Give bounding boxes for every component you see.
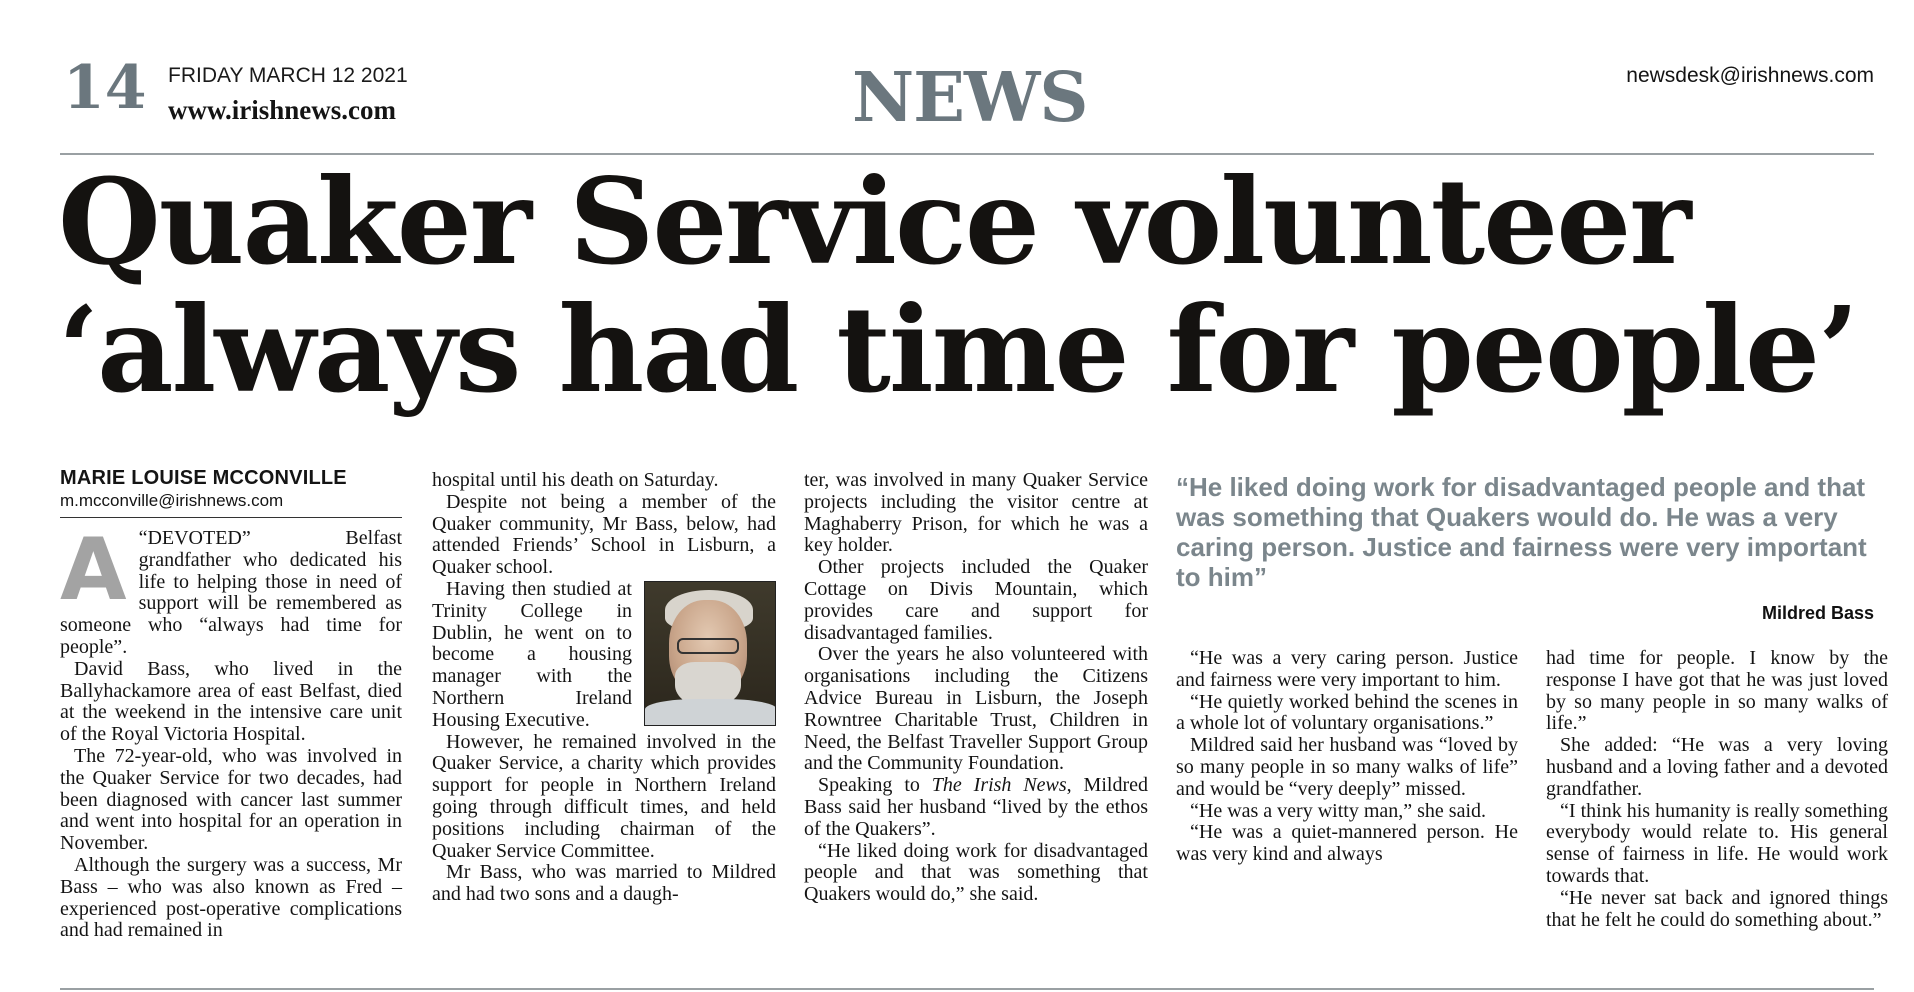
- pull-quote-attribution: Mildred Bass: [1761, 603, 1874, 623]
- paragraph: “He quietly worked behind the scenes in a whole lot of voluntary organisations.”: [1176, 690, 1518, 735]
- paragraph: had time for people. I know by the response I have got that he was just loved by so many people in so many walks of life.”: [1546, 647, 1888, 735]
- paragraph: Having then studied at Trinity College in Dublin, he went on to become a housing manager with the Northern Ireland Housing Executive.: [432, 577, 632, 731]
- paragraph: Over the years he also volunteered with organisations including the Citizens Advice Bureau in Lisburn, the Joseph Rowntree Charitable Trust, Children in Need, the Belfast Traveller Support Group and the Community Foundation.: [804, 643, 1148, 775]
- paragraph: Mr Bass, who was married to Mildred and had two sons and a daugh-: [432, 861, 776, 906]
- paragraph: hospital until his death on Saturday.: [432, 469, 719, 491]
- paragraph: Speaking to The Irish News, Mildred Bass said her husband “lived by the ethos of the Quakers”.: [804, 774, 1148, 840]
- paragraph: Although the surgery was a success, Mr Bass – who was also known as Fred – experienced post-operative complications and had remained in: [60, 853, 402, 942]
- article-column-1: [60, 520, 402, 942]
- paragraph: “He was a very caring person. Justice and fairness were very important to him.: [1176, 647, 1518, 691]
- paragraph: “He liked doing work for disadvantaged people and that was something that Quakers would do,” she said.: [804, 839, 1148, 906]
- newspaper-name: The Irish News: [931, 774, 1067, 797]
- headline: [58, 152, 1888, 419]
- byline: [60, 467, 402, 518]
- portrait-photo: [644, 581, 776, 726]
- paragraph: Mildred said her husband was “loved by so many people in so many walks of life” and would be “very deeply” missed.: [1176, 734, 1518, 800]
- newsdesk-email[interactable]: newsdesk@irishnews.com: [1626, 64, 1874, 87]
- paragraph: “He was a very witty man,” she said.: [1190, 799, 1487, 822]
- article-column-2: [432, 470, 776, 906]
- paragraph: “He never sat back and ignored things that he felt he could do something about.”: [1546, 886, 1888, 931]
- paragraph: Other projects included the Quaker Cottage on Divis Mountain, which provides care and support for disadvantaged families.: [804, 556, 1148, 644]
- paragraph: She added: “He was a very loving husband and a loving father and a devoted grandfather.: [1546, 734, 1888, 800]
- paragraph: ter, was involved in many Quaker Service projects including the visitor centre at Maghaberry Prison, for which he was a key holder.: [804, 469, 1148, 557]
- headline-line-2: ‘always had time for people’: [58, 280, 1858, 419]
- author-email[interactable]: m.mcconville@irishnews.com: [60, 491, 402, 518]
- page-number: 14: [63, 53, 147, 123]
- paragraph: “DEVOTED” Belfast grandfather who dedicated his life to helping those in need of support will be remembered as someone who “always had time for people”.: [60, 527, 402, 658]
- website-link[interactable]: www.irishnews.com: [168, 95, 396, 125]
- article-column-4: [1176, 648, 1518, 866]
- author-name: MARIE LOUISE MCCONVILLE: [60, 467, 347, 489]
- article-column-3: [804, 470, 1148, 906]
- pull-quote: “He liked doing work for disadvantaged people and that was something that Quakers would do. He was a very caring person. Justice and fairness were very important to him”: [1176, 472, 1867, 592]
- paragraph: However, he remained involved in the Quaker Service, a charity which provides support for people in Northern Ireland going through difficult times, and held positions including chairman of the Quaker Service Committee.: [432, 730, 776, 862]
- paragraph: David Bass, who lived in the Ballyhackamore area of east Belfast, died at the weekend in the intensive care unit of the Royal Victoria Hospital.: [60, 657, 402, 746]
- drop-cap: A: [60, 520, 127, 620]
- issue-date: FRIDAY MARCH 12 2021: [168, 64, 408, 87]
- headline-line-1: Quaker Service volunteer: [58, 152, 1690, 291]
- article-column-5: [1546, 648, 1888, 931]
- paragraph: “He was a quiet-mannered person. He was very kind and always: [1176, 821, 1518, 866]
- paragraph: Despite not being a member of the Quaker community, Mr Bass, below, had attended Friends’ School in Lisburn, a Quaker school.: [432, 490, 776, 579]
- bottom-divider: [60, 988, 1874, 990]
- paragraph: The 72-year-old, who was involved in the Quaker Service for two decades, had been diagnosed with cancer last summer and went into hospital for an operation in November.: [60, 744, 402, 855]
- paragraph: “I think his humanity is really something everybody would relate to. His general sense of fairness in life. He would work towards that.: [1546, 799, 1888, 887]
- section-title: NEWS: [852, 58, 1088, 138]
